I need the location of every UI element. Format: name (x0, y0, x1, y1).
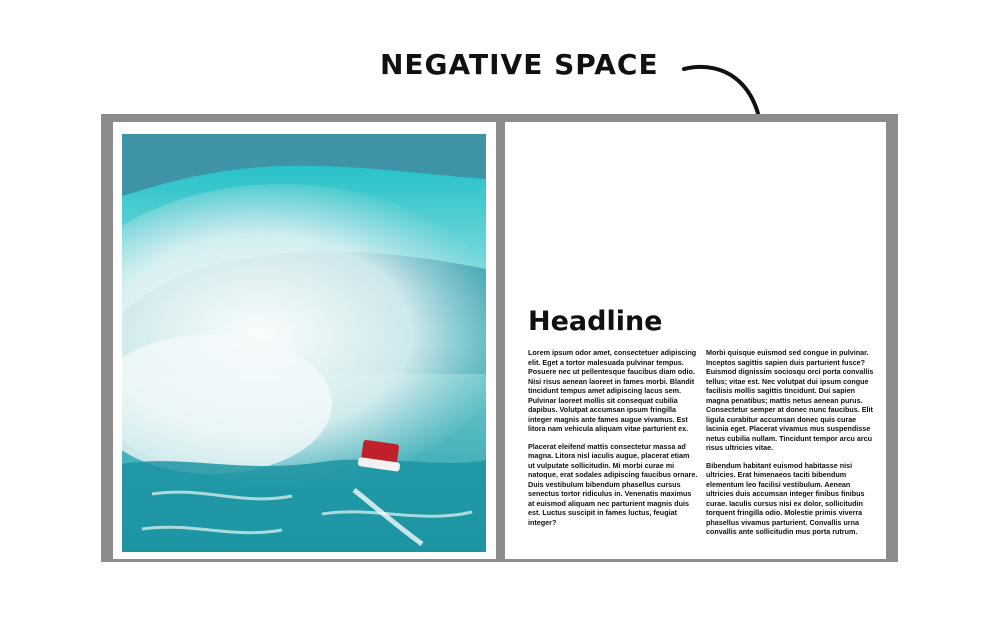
paragraph: Morbi quisque euismod sed congue in pulvinar. Inceptos sagittis sapien duis parturient fusce? Euismod dignissim sociosqu orci porta convallis tellus; vitae est. Nec volutpat dui ipsum congue facilisis mollis sagittis tincidunt. Dui sapien magna penatibus; mattis netus aenean purus. Consectetur semper at donec nunc faucibus. Elit ligula curabitur accumsan donec quis curae lacinia eget. Placerat vivamus mus suspendisse netus cubilia nullam. Tincidunt tempor arcu arcu risus ultricies vitae. (706, 348, 874, 452)
negative-space-label: NEGATIVE SPACE (380, 48, 659, 81)
body-column-1 (528, 348, 698, 535)
paragraph: Bibendum habitant euismod habitasse nisi ultricies. Erat himenaeos taciti bibendum elementum leo facilisi vestibulum. Aenean ultricies duis accumsan integer finibus finibus curae. Iaculis cursus nisi ex dolor, sollicitudin torquent fringilla odio. Molestie primis viverra phasellus vivamus parturient. Convallis urna convallis ante sollicitudin mus porta rutrum. (706, 460, 865, 536)
magazine-spread (101, 114, 898, 562)
headline: Headline (528, 306, 663, 337)
paragraph: Lorem ipsum odor amet, consectetuer adipiscing elit. Eget a tortor malesuada pulvinar tempus. Posuere nec ut pellentesque faucibus diam odio. Nisi risus aenean laoreet in fames morbi. Blandit tincidunt tempus amet adipiscing lacus sem. Pulvinar laoreet mollis sit consequat cubilia dapibus. Volutpat accumsan ipsum fringilla integer magnis ante fames augue vivamus. Est litora nam vehicula aliquam vitae parturient ex. (528, 348, 697, 433)
left-page (113, 122, 496, 559)
right-page (505, 122, 886, 559)
waterfall-boat-photo (122, 134, 486, 552)
body-column-2 (706, 348, 876, 545)
paragraph: Placerat eleifend mattis consectetur massa ad magna. Litora nisl iaculis augue, placerat etiam ut vulputate sollicitudin. Mi morbi curae mi natoque, erat sodales adipiscing faucibus ornare. Duis vestibulum bibendum phasellus cursus senectus tortor ridiculus in. Venenatis maximus at euismod aliquam nec parturient magnis duis est. Luctus suscipit in fames luctus, feugiat integer? (528, 441, 698, 527)
